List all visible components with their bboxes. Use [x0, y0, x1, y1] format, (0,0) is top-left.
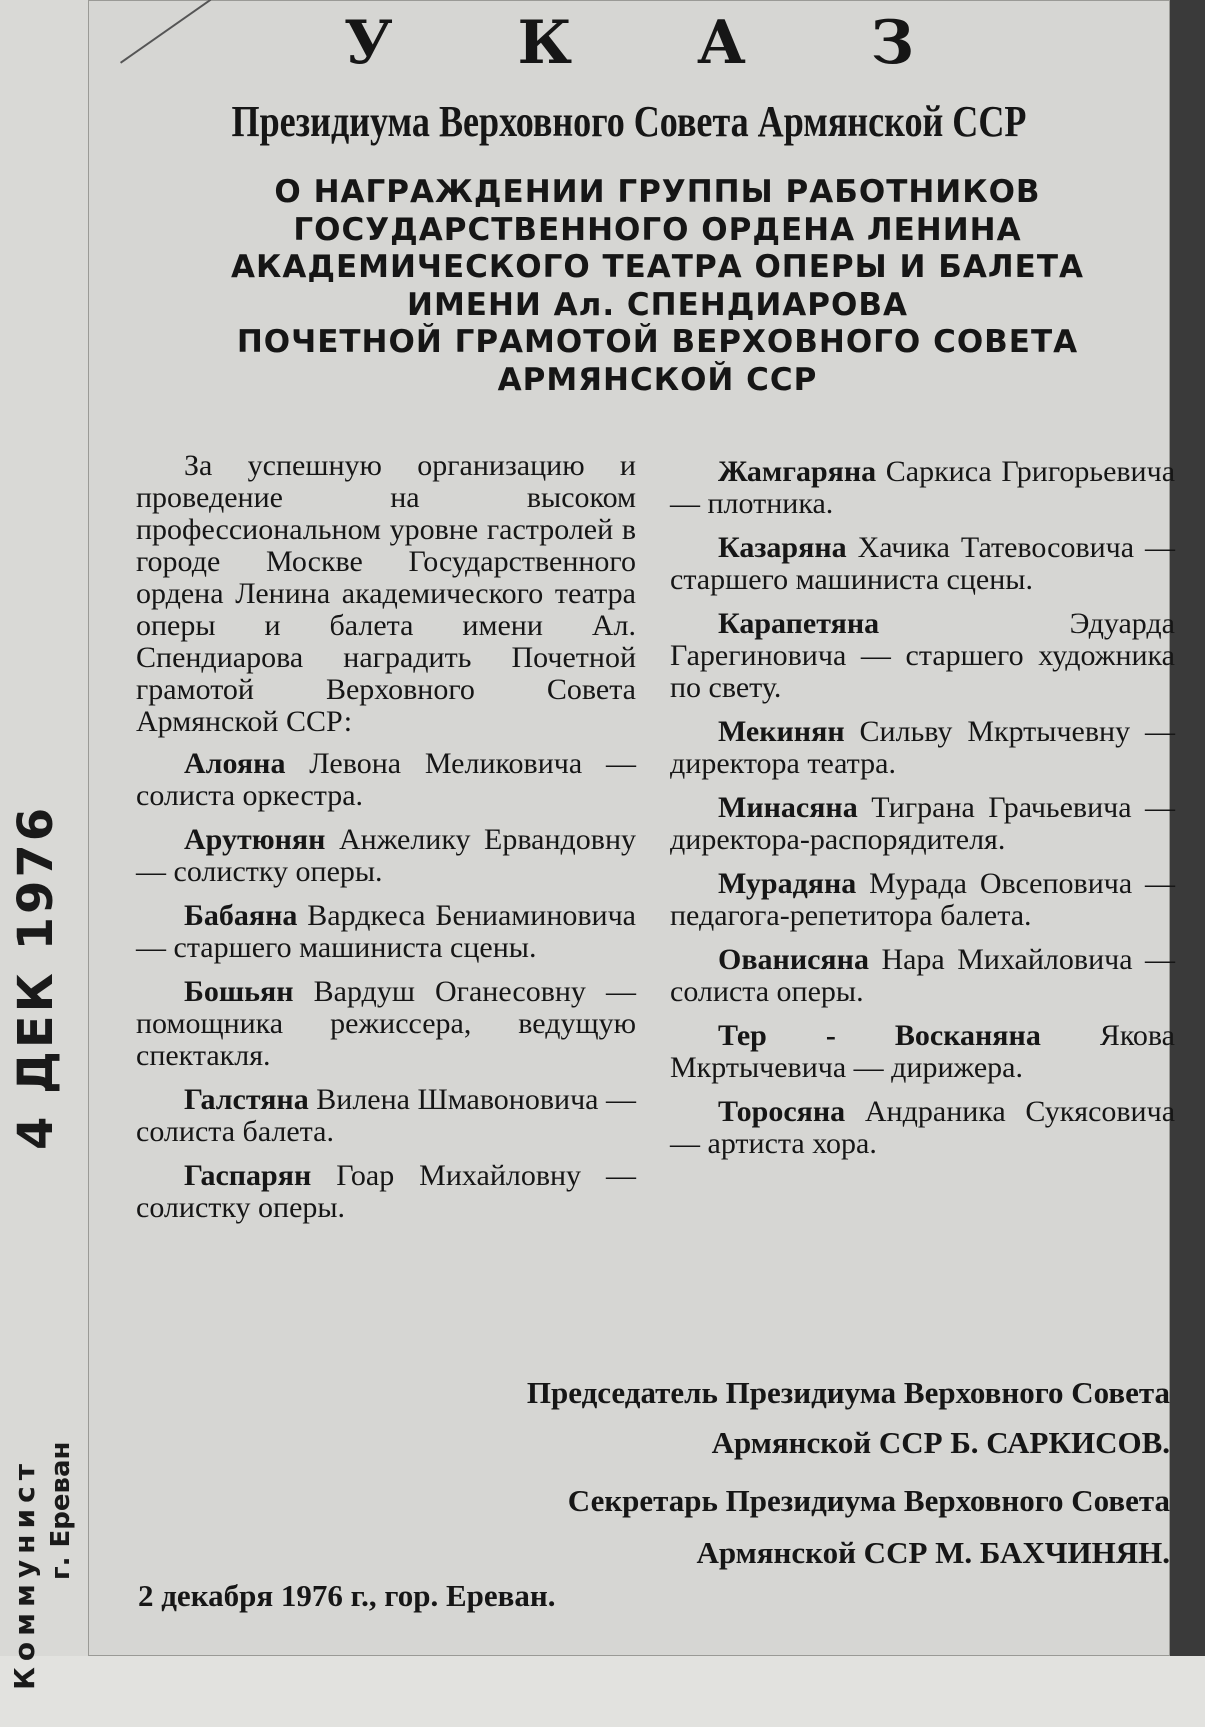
decree-issuer: Президиума Верховного Совета Армянской ССР	[231, 97, 1027, 146]
awardee-entry	[136, 748, 636, 812]
decree-intro: За успешную организацию и проведение на высоком профессиональном уровне гастролей в городе Москве Государственного ордена Ленина академического театра оперы и балета имени Ал. Спендиарова наградить Почетной грамотой Верховного Совета Армянской ССР:	[136, 449, 636, 738]
awardee-details: Эдуарда Гарегиновича — старшего художника по свету.	[670, 607, 1175, 704]
right-background	[1170, 0, 1205, 1727]
awardee-entry	[136, 1084, 636, 1148]
newspaper-stamp: Коммунист	[8, 1458, 41, 1690]
awardee-surname: Казаряна	[718, 531, 847, 564]
awardee-details: Хачика Татевосовича — старшего машиниста сцены.	[670, 531, 1176, 596]
awardee-entry	[670, 608, 1175, 704]
awardee-surname: Минасяна	[718, 791, 858, 824]
decree-title: У К А З	[343, 8, 967, 78]
secretary-title: Секретарь Президиума Верховного Совета	[567, 1483, 1170, 1518]
bottom-margin	[0, 1656, 1205, 1727]
awardee-details: Вилена Шмавоновича — солиста балета.	[136, 1083, 637, 1148]
awardee-entry	[136, 976, 636, 1072]
awardee-surname: Бабаяна	[184, 899, 298, 932]
awardee-details: Якова Мкртычевича — дирижера.	[670, 1019, 1175, 1084]
awardee-entry	[136, 1160, 636, 1224]
date-stamp: 4 ДЕК 1976	[8, 804, 64, 1150]
awardee-surname: Ованисяна	[718, 943, 869, 976]
awardee-entry	[136, 824, 636, 888]
awardee-surname: Галстяна	[184, 1083, 309, 1116]
awardee-details: Анжелику Ервандовну — солистку оперы.	[136, 823, 636, 888]
heading-line: АРМЯНСКОЙ ССР	[497, 361, 818, 398]
awardee-details: Нара Михайловича — солиста оперы.	[670, 943, 1176, 1008]
awardee-entry	[670, 456, 1175, 520]
awardee-surname: Гаспарян	[184, 1159, 312, 1192]
awardee-entry	[670, 532, 1175, 596]
awardee-details: Тиграна Грачьевича — директора-распорядителя.	[670, 791, 1176, 856]
heading-line: О НАГРАЖДЕНИИ ГРУППЫ РАБОТНИКОВ	[274, 174, 1041, 210]
awardee-entry	[670, 792, 1175, 856]
city-stamp: г. Ереван	[46, 1441, 76, 1580]
awardee-details: Гоар Михайловну — солистку оперы.	[136, 1159, 636, 1224]
awardee-surname: Бошьян	[184, 975, 294, 1008]
awardee-surname: Карапетяна	[718, 607, 880, 640]
heading-line: АКАДЕМИЧЕСКОГО ТЕАТРА ОПЕРЫ И БАЛЕТА	[231, 249, 1084, 285]
awardee-surname: Мурадяна	[718, 867, 857, 900]
decree-dateline: 2 декабря 1976 г., гор. Ереван.	[138, 1578, 556, 1613]
awardee-surname: Мекинян	[718, 715, 845, 748]
awardee-entry	[670, 1096, 1175, 1160]
awardee-entry	[136, 900, 636, 964]
awardee-details: Вардуш Оганесовну — помощника режиссера, ведущую спектакля.	[136, 975, 637, 1072]
chairman-signature: Армянской ССР Б. САРКИСОВ.	[711, 1425, 1170, 1460]
awardee-entry	[670, 716, 1175, 780]
awardee-details: Андраника Сукясовича — артиста хора.	[670, 1095, 1176, 1160]
awardee-entry	[670, 1020, 1175, 1084]
awardee-surname: Алояна	[184, 747, 286, 780]
left-column	[136, 450, 636, 1236]
awardee-surname: Жамгаряна	[718, 455, 877, 488]
secretary-signature: Армянской ССР М. БАХЧИНЯН.	[696, 1535, 1170, 1570]
awardee-details: Саркиса Григорьевича — плотника.	[670, 455, 1176, 520]
awardee-details: Сильву Мкртычевну — директора театра.	[670, 715, 1176, 780]
chairman-title: Председатель Президиума Верховного Совета	[526, 1375, 1170, 1410]
awardee-details: Мурада Овсеповича — педагога-репетитора балета.	[670, 867, 1176, 932]
heading-line: ПОЧЕТНОЙ ГРАМОТОЙ ВЕРХОВНОГО СОВЕТА	[236, 324, 1079, 360]
awardee-details: Вардкеса Бениаминовича — старшего машиниста сцены.	[136, 899, 636, 964]
awardee-surname: Тер - Восканяна	[718, 1019, 1041, 1052]
awardee-surname: Арутюнян	[184, 823, 326, 856]
decree-heading	[160, 174, 1155, 399]
right-column	[670, 456, 1175, 1172]
awardee-details: Левона Меликовича — солиста оркестра.	[136, 747, 636, 812]
heading-line: ИМЕНИ Ал. СПЕНДИАРОВА	[407, 286, 908, 323]
awardee-surname: Торосяна	[718, 1095, 846, 1128]
awardee-entry	[670, 868, 1175, 932]
heading-line: ГОСУДАРСТВЕННОГО ОРДЕНА ЛЕНИНА	[293, 211, 1022, 248]
awardee-entry	[670, 944, 1175, 1008]
